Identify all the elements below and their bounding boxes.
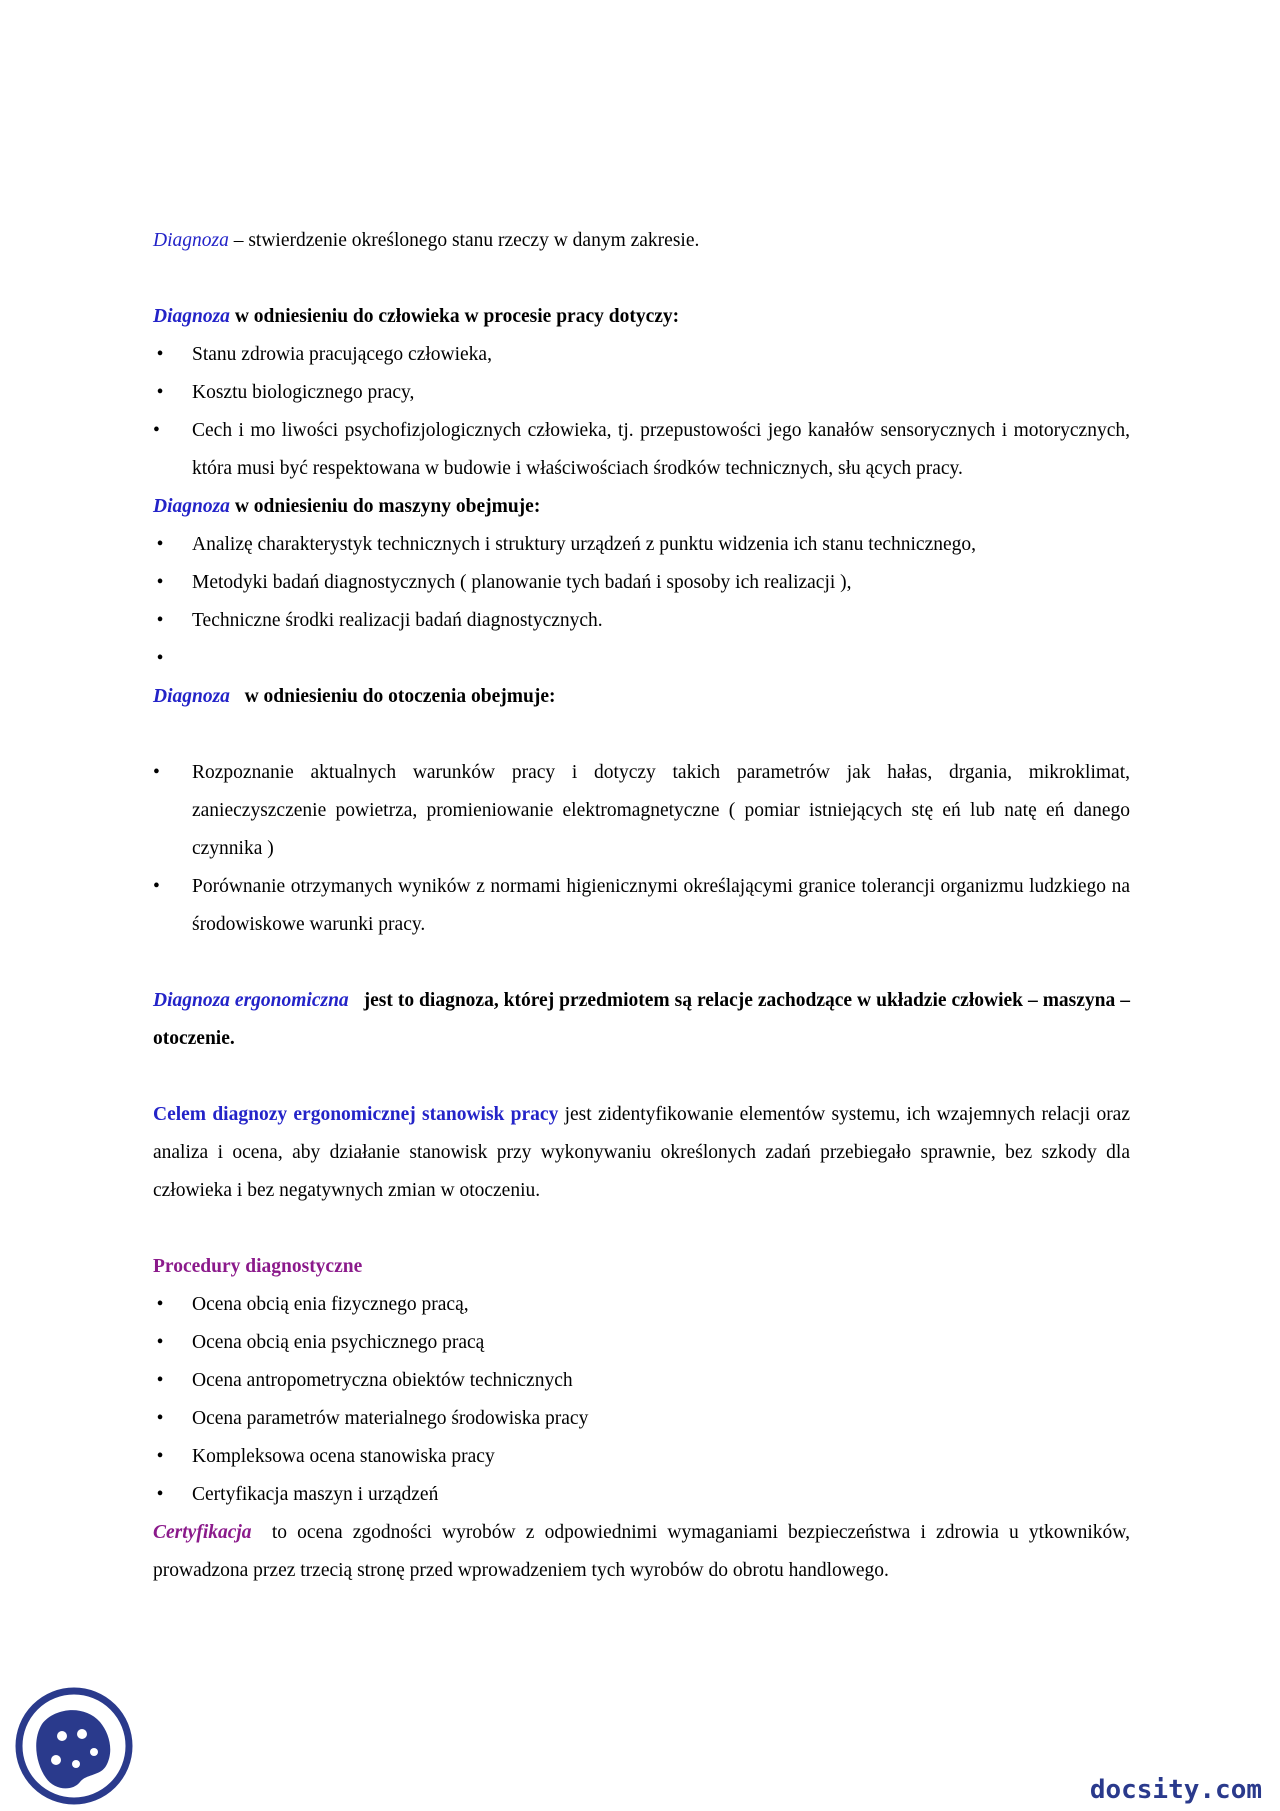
human-list <box>153 336 1130 488</box>
list-item: • Stanu zdrowia pracującego człowieka, <box>153 336 1130 374</box>
docsity-logo-icon <box>14 1686 134 1806</box>
bullet: • <box>156 1408 164 1429</box>
bullet: • <box>156 610 164 631</box>
ergonomic-text: jest to diagnoza, której przedmiotem są relacje zachodzące w układzie człowiek – maszyna – otoczenie. <box>153 990 1135 1049</box>
human-heading-text: w odniesieniu do człowieka w procesie pracy dotyczy: <box>229 306 680 327</box>
definition-term: Diagnoza <box>153 230 229 251</box>
procedures-heading: Procedury diagnostyczne <box>153 1256 363 1277</box>
bullet: • <box>156 344 164 365</box>
bullet: • <box>156 648 164 669</box>
ergonomic-term: Diagnoza ergonomiczna <box>153 990 349 1011</box>
machine-heading-text: w odniesieniu do maszyny obejmuje: <box>229 496 541 517</box>
list-item: • Ocena obcią enia fizycznego pracą, <box>153 1286 1130 1324</box>
certification-term: Certyfikacja <box>153 1522 252 1543</box>
bullet: • <box>156 572 164 593</box>
certification-text: to ocena zgodności wyrobów z odpowiednimi wymaganiami bezpieczeństwa i zdrowia u ytkowników, prowadzona przez trzecią stronę przed wprowadzeniem tych wyrobów do obrotu handlowego. <box>153 1522 1135 1581</box>
bullet: • <box>156 1446 164 1467</box>
list-item: • Cech i mo liwości psychofizjologicznych człowieka, tj. przepustowości jego kanałów sensorycznych i motorycznych, która musi być respektowana w budowie i właściwościach środków technicznych, słu ących pracy. <box>153 412 1130 488</box>
bullet: • <box>156 1294 164 1315</box>
bullet: • <box>156 1332 164 1353</box>
procedures-list <box>153 1286 1130 1514</box>
environment-list <box>153 754 1130 944</box>
environment-heading <box>153 678 1130 716</box>
bullet: • <box>153 762 160 783</box>
list-item: • Metodyki badań diagnostycznych ( planowanie tych badań i sposoby ich realizacji ), <box>153 564 1130 602</box>
bullet: • <box>153 420 160 441</box>
goal-paragraph <box>153 1096 1130 1210</box>
environment-heading-text: w odniesieniu do otoczenia obejmuje: <box>229 686 556 707</box>
bullet: • <box>156 534 164 555</box>
list-item: • Certyfikacja maszyn i urządzeń <box>153 1476 1130 1514</box>
machine-list <box>153 526 1130 678</box>
environment-term: Diagnoza <box>153 686 230 707</box>
list-item: • Porównanie otrzymanych wyników z normami higienicznymi określającymi granice tolerancji organizmu ludzkiego na środowiskowe warunki pracy. <box>153 868 1130 944</box>
machine-term: Diagnoza <box>153 496 230 517</box>
goal-text: jest zidentyfikowanie elementów systemu, ich wzajemnych relacji oraz analiza i ocena, aby działanie stanowisk przy wykonywaniu określonych zadań przebiegało sprawnie, bez szkody dla człowieka i bez negatywnych zmian w otoczeniu. <box>153 1104 1130 1201</box>
human-heading <box>153 298 1130 336</box>
definition-paragraph <box>153 222 1130 260</box>
list-item: • Rozpoznanie aktualnych warunków pracy i dotyczy takich parametrów jak hałas, drgania, mikroklimat, zanieczyszczenie powietrza, promieniowanie elektromagnetyczne ( pomiar istniejących stę eń lub natę eń danego czynnika ) <box>153 754 1130 868</box>
list-item: • Ocena parametrów materialnego środowiska pracy <box>153 1400 1130 1438</box>
machine-heading <box>153 488 1130 526</box>
goal-term: Celem diagnozy ergonomicznej stanowisk pracy <box>153 1104 559 1125</box>
list-item: • Kosztu biologicznego pracy, <box>153 374 1130 412</box>
certification-paragraph <box>153 1514 1135 1590</box>
bullet: • <box>156 1484 164 1505</box>
document-page <box>153 222 1135 1590</box>
list-item: • Kompleksowa ocena stanowiska pracy <box>153 1438 1130 1476</box>
bullet: • <box>156 1370 164 1391</box>
human-term: Diagnoza <box>153 306 230 327</box>
list-item: • Analizę charakterystyk technicznych i struktury urządzeń z punktu widzenia ich stanu technicznego, <box>153 526 1130 564</box>
bullet: • <box>156 382 164 403</box>
definition-text: – stwierdzenie określonego stanu rzeczy w danym zakresie. <box>228 230 700 251</box>
list-item: • Ocena antropometryczna obiektów technicznych <box>153 1362 1130 1400</box>
list-item <box>153 640 1130 678</box>
bullet: • <box>153 876 160 897</box>
ergonomic-paragraph <box>153 982 1135 1058</box>
list-item: • Ocena obcią enia psychicznego pracą <box>153 1324 1130 1362</box>
docsity-brand[interactable]: docsity.com <box>1089 1775 1262 1805</box>
list-item: • Techniczne środki realizacji badań diagnostycznych. <box>153 602 1130 640</box>
